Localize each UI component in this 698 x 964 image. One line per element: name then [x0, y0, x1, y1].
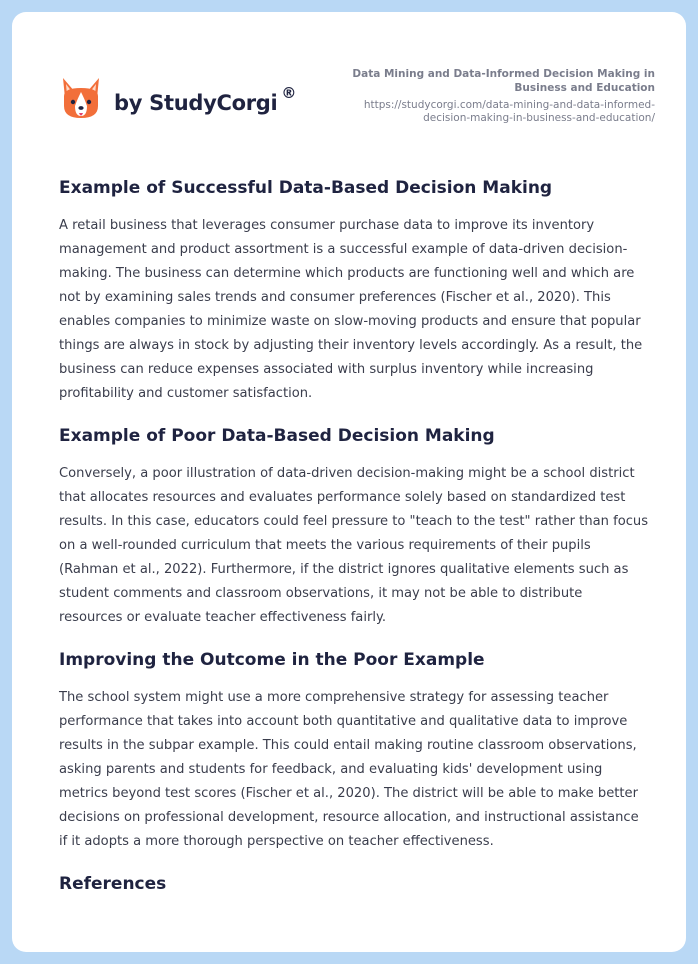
section-paragraph: The school system might use a more comprehensive strategy for assessing teacher performance that takes into account both quantitative and qualitative data to improve results in the subpar example. This could entail making routine classroom observations, asking parents and students for feedback, and evaluating kids' development using metrics beyond test scores (Fischer et al., 2020). The district will be able to make better decisions on professional development, resource allocation, and instructional assistance if it adopts a more thorough perspective on teacher effectiveness. [59, 690, 639, 849]
document-page [12, 12, 686, 952]
references-heading: References [59, 874, 167, 894]
brand-name: by StudyCorgi [114, 91, 278, 115]
section-heading: Improving the Outcome in the Poor Example [59, 650, 485, 670]
corgi-logo-icon [60, 76, 102, 122]
registered-mark: ® [281, 84, 297, 102]
section-paragraph: Conversely, a poor illustration of data-driven decision-making might be a school district that allocates resources and evaluates performance solely based on standardized test results. In this case, educators could feel pressure to "teach to the test" rather than focus on a well-rounded curriculum that meets the various requirements of their pupils (Rahman et al., 2022). Furthermore, if the district ignores qualitative elements such as student comments and classroom observations, it may not be able to distribute resources or evaluate teacher effectiveness fairly. [59, 466, 649, 625]
section-heading: Example of Successful Data-Based Decision Making [59, 178, 553, 198]
document-meta [335, 67, 655, 125]
studycorgi-logo[interactable] [60, 76, 296, 122]
section-heading: Example of Poor Data-Based Decision Making [59, 426, 495, 446]
essay-content [59, 176, 649, 896]
document-url-link[interactable]: https://studycorgi.com/data-mining-and-data-informed-decision-making-in-business-and-education/ [363, 99, 655, 124]
section-paragraph: A retail business that leverages consumer purchase data to improve its inventory management and product assortment is a successful example of data-driven decision-making. The business can determine which products are functioning well and which are not by examining sales trends and consumer preferences (Fischer et al., 2020). This enables companies to minimize waste on slow-moving products and ensure that popular things are always in stock by adjusting their inventory levels accordingly. As a result, the business can reduce expenses associated with surplus inventory while increasing profitability and customer satisfaction. [59, 218, 643, 401]
page-header [12, 12, 686, 162]
document-title: Data Mining and Data-Informed Decision Making in Business and Education [352, 68, 655, 94]
